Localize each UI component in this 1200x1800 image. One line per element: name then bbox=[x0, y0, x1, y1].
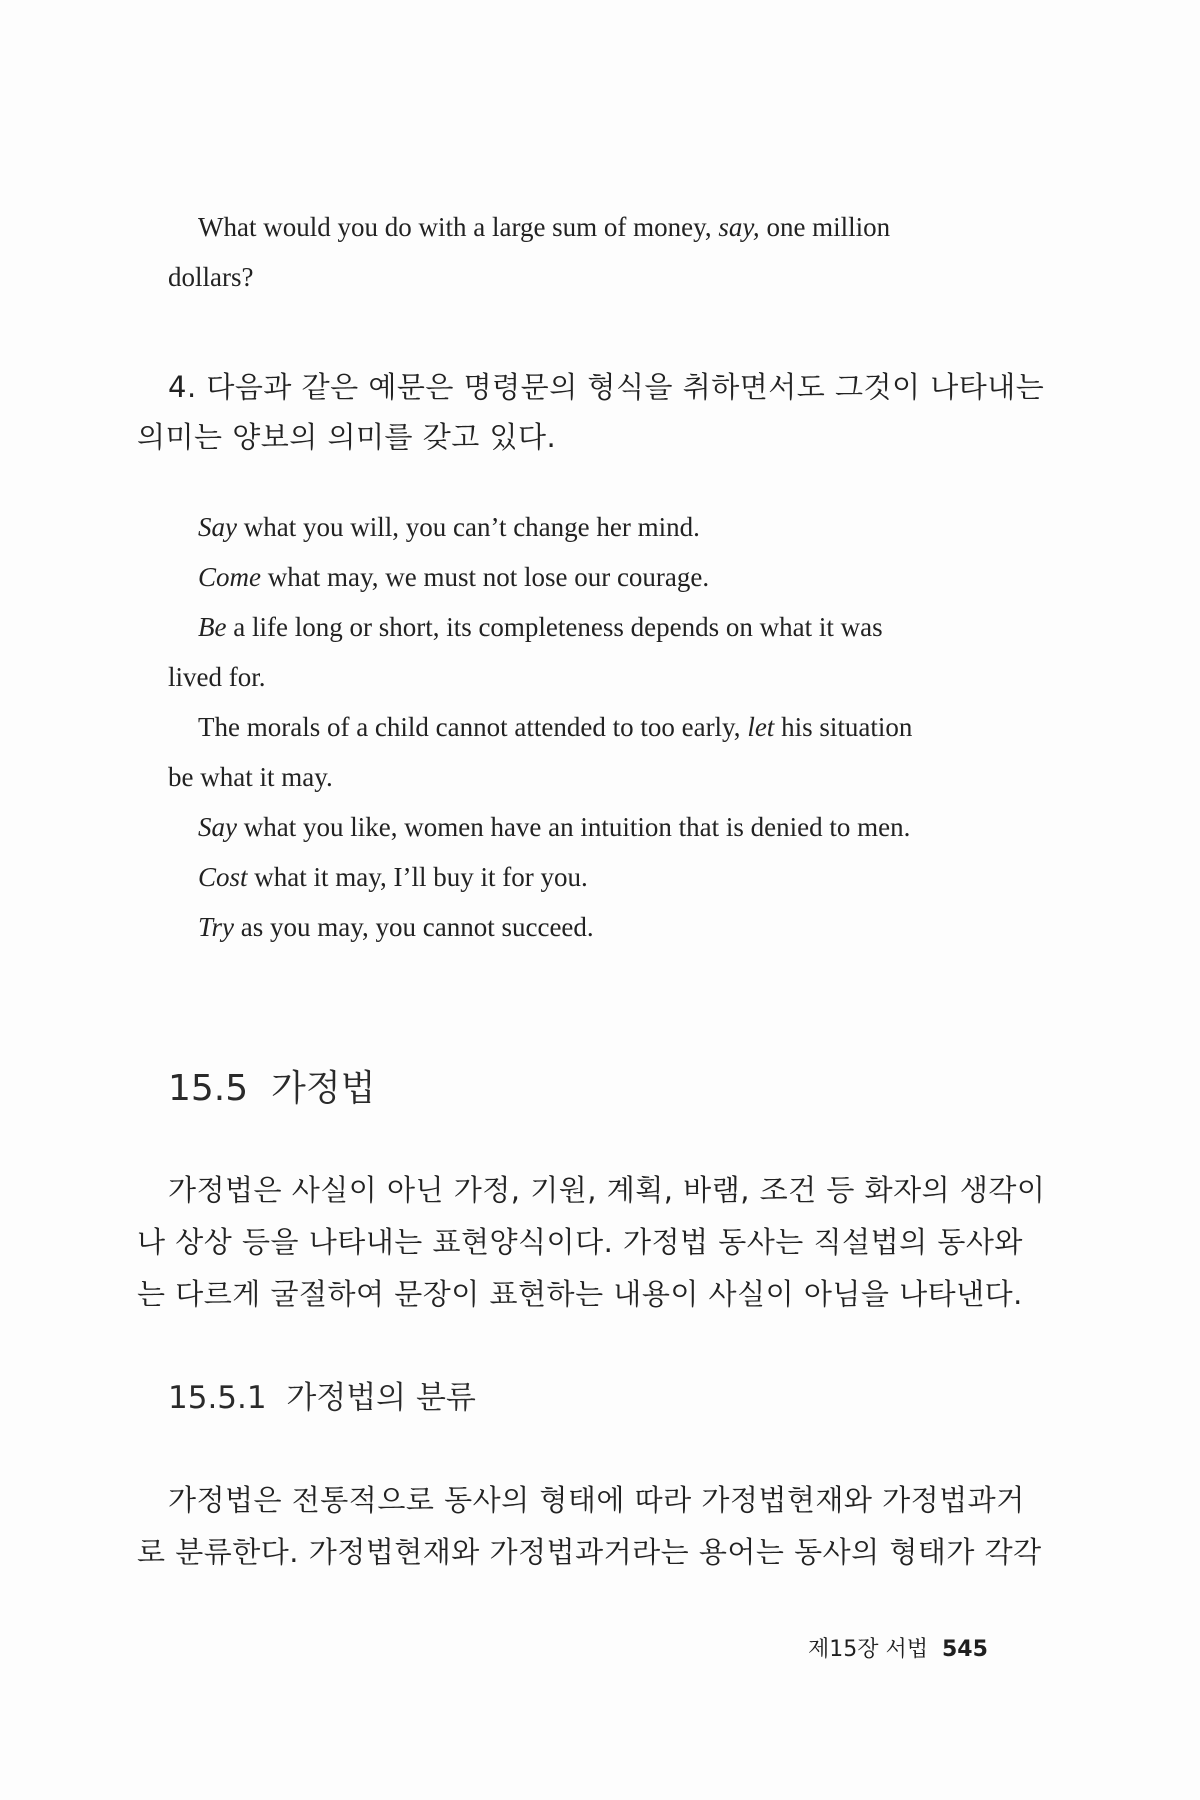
example-6 bbox=[198, 862, 588, 893]
example-3-rest: a life long or short, its completeness depends on what it was bbox=[226, 612, 883, 642]
intro-text-after: one million bbox=[759, 212, 891, 242]
example-5-rest: what you like, women have an intuition that is denied to men. bbox=[236, 812, 911, 842]
intro-text-before: What would you do with a large sum of money, bbox=[198, 212, 719, 242]
example-4 bbox=[198, 712, 912, 743]
footer-chapter: 제15장 서법 bbox=[808, 1637, 928, 1662]
example-1-rest: what you will, you can’t change her mind. bbox=[236, 512, 700, 542]
page-footer bbox=[808, 1632, 988, 1663]
example-4-rest: his situation bbox=[774, 712, 913, 742]
example-4-lead: The morals of a child cannot attended to too early, bbox=[198, 712, 748, 742]
example-7-lead: Try bbox=[198, 912, 235, 942]
example-1-lead: Say bbox=[198, 512, 237, 542]
section-para-line-3: 는 다르게 굴절하여 문장이 표현하는 내용이 사실이 아님을 나타낸다. bbox=[137, 1277, 1023, 1311]
example-4-emph: let bbox=[747, 712, 775, 742]
subsection-para-line-2: 로 분류한다. 가정법현재와 가정법과거라는 용어는 동사의 형태가 각각 bbox=[137, 1535, 1042, 1569]
example-5 bbox=[198, 812, 910, 843]
example-3 bbox=[198, 612, 883, 643]
example-5-lead: Say bbox=[198, 812, 237, 842]
intro-line-2: dollars? bbox=[168, 262, 254, 292]
example-3-lead: Be bbox=[198, 612, 227, 642]
example-7-rest: as you may, you cannot succeed. bbox=[234, 912, 594, 942]
example-1 bbox=[198, 512, 700, 543]
section-heading bbox=[168, 1060, 375, 1111]
example-2 bbox=[198, 562, 709, 593]
example-7 bbox=[198, 912, 594, 943]
example-3-cont: lived for. bbox=[168, 662, 266, 692]
item4-line-1: 4. 다음과 같은 예문은 명령문의 형식을 취하면서도 그것이 나타내는 bbox=[168, 370, 1045, 404]
subsection-heading bbox=[168, 1372, 476, 1417]
footer-page-number: 545 bbox=[942, 1637, 988, 1662]
subsection-number: 15.5.1 bbox=[168, 1380, 267, 1416]
intro-emphasis: say, bbox=[718, 212, 760, 242]
section-para-line-2: 나 상상 등을 나타내는 표현양식이다. 가정법 동사는 직설법의 동사와 bbox=[137, 1225, 1023, 1259]
subsection-para-line-1: 가정법은 전통적으로 동사의 형태에 따라 가정법현재와 가정법과거 bbox=[168, 1483, 1025, 1517]
example-2-rest: what may, we must not lose our courage. bbox=[261, 562, 710, 592]
item4-line-2: 의미는 양보의 의미를 갖고 있다. bbox=[137, 420, 557, 454]
example-6-rest: what it may, I’ll buy it for you. bbox=[247, 862, 588, 892]
example-2-lead: Come bbox=[198, 562, 261, 592]
section-number: 15.5 bbox=[168, 1068, 249, 1109]
section-para-line-1: 가정법은 사실이 아닌 가정, 기원, 계획, 바램, 조건 등 화자의 생각이 bbox=[168, 1173, 1046, 1207]
example-6-lead: Cost bbox=[198, 862, 248, 892]
section-title: 가정법 bbox=[271, 1068, 376, 1109]
subsection-title: 가정법의 분류 bbox=[286, 1380, 476, 1416]
intro-line-1 bbox=[198, 212, 1010, 243]
example-4-cont: be what it may. bbox=[168, 762, 333, 792]
